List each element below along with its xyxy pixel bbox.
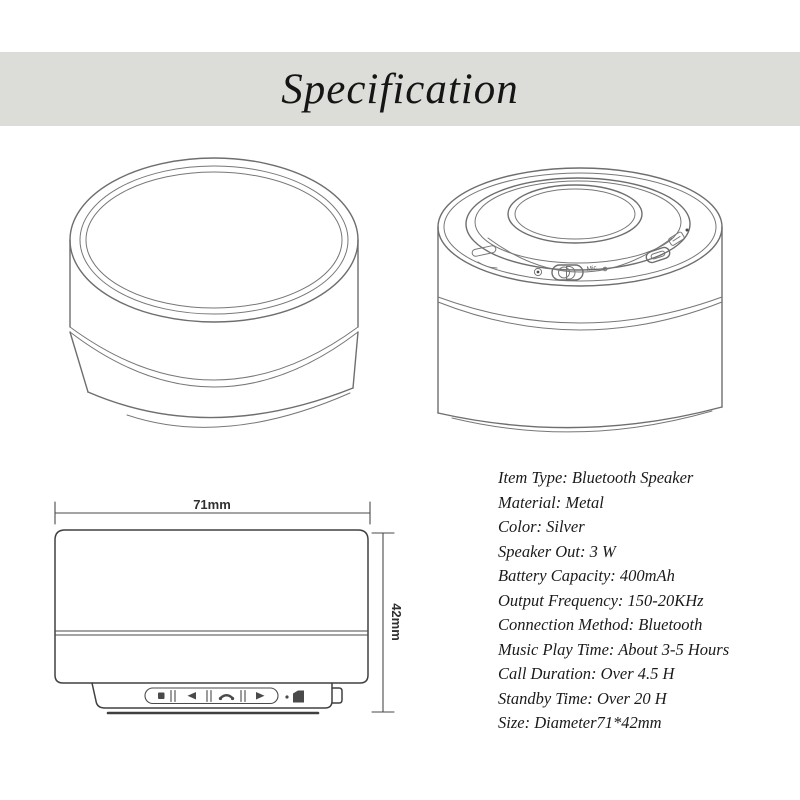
width-dimension	[55, 497, 370, 524]
spec-item: Speaker Out: 3 W	[498, 541, 616, 561]
header-band	[0, 52, 800, 126]
speaker-top-view-drawing	[428, 158, 738, 438]
spec-item: Standby Time: Over 20 H	[498, 688, 667, 708]
previous-button-icon	[188, 692, 197, 700]
speaker-side-dimension-drawing	[30, 485, 430, 740]
body-bottom-edge	[88, 388, 353, 418]
spec-item: Output Frequency: 150-20KHz	[498, 590, 704, 610]
led-indicator	[534, 268, 541, 275]
speaker-body	[438, 227, 722, 432]
led-dot	[285, 695, 288, 698]
width-dimension-label: 71mm	[193, 497, 231, 512]
specs-list	[498, 466, 788, 736]
speaker-top-face	[70, 158, 358, 322]
speaker-side-body	[55, 530, 368, 683]
body-groove-upper	[438, 297, 722, 323]
spec-item: Material: Metal	[498, 492, 604, 512]
usb-port	[645, 246, 671, 264]
speaker-center-recess	[508, 185, 642, 243]
call-button-icon	[219, 695, 234, 700]
divider-bars	[171, 691, 175, 702]
spec-item: Size: Diameter71*42mm	[498, 713, 662, 732]
spec-item: Color: Silver	[498, 517, 585, 536]
divider-bars	[207, 691, 211, 702]
body-groove-lower	[438, 302, 722, 330]
mic-label: Mic	[586, 264, 598, 273]
usb-port-tab	[332, 688, 342, 703]
control-button-bar	[145, 688, 278, 704]
height-dimension-label: 42mm	[389, 603, 404, 641]
next-button-icon	[256, 692, 265, 700]
speaker-body	[70, 240, 358, 427]
divider-bars	[241, 691, 245, 702]
page-title: Specification	[281, 65, 519, 113]
spec-item: Battery Capacity: 400mAh	[498, 566, 675, 585]
power-button-icon	[158, 693, 165, 700]
speaker-front-view-drawing	[45, 148, 365, 448]
speaker-base-grille	[127, 393, 350, 427]
body-groove-lower	[70, 332, 358, 387]
height-dimension	[372, 533, 404, 712]
spec-item: Music Play Time: About 3-5 Hours	[498, 639, 730, 659]
body-groove-upper	[70, 327, 358, 380]
spec-item: Item Type: Bluetooth Speaker	[498, 468, 694, 487]
spec-item: Call Duration: Over 4.5 H	[498, 664, 675, 683]
spec-item: Connection Method: Bluetooth	[498, 615, 703, 634]
tf-card-icon	[293, 691, 304, 703]
